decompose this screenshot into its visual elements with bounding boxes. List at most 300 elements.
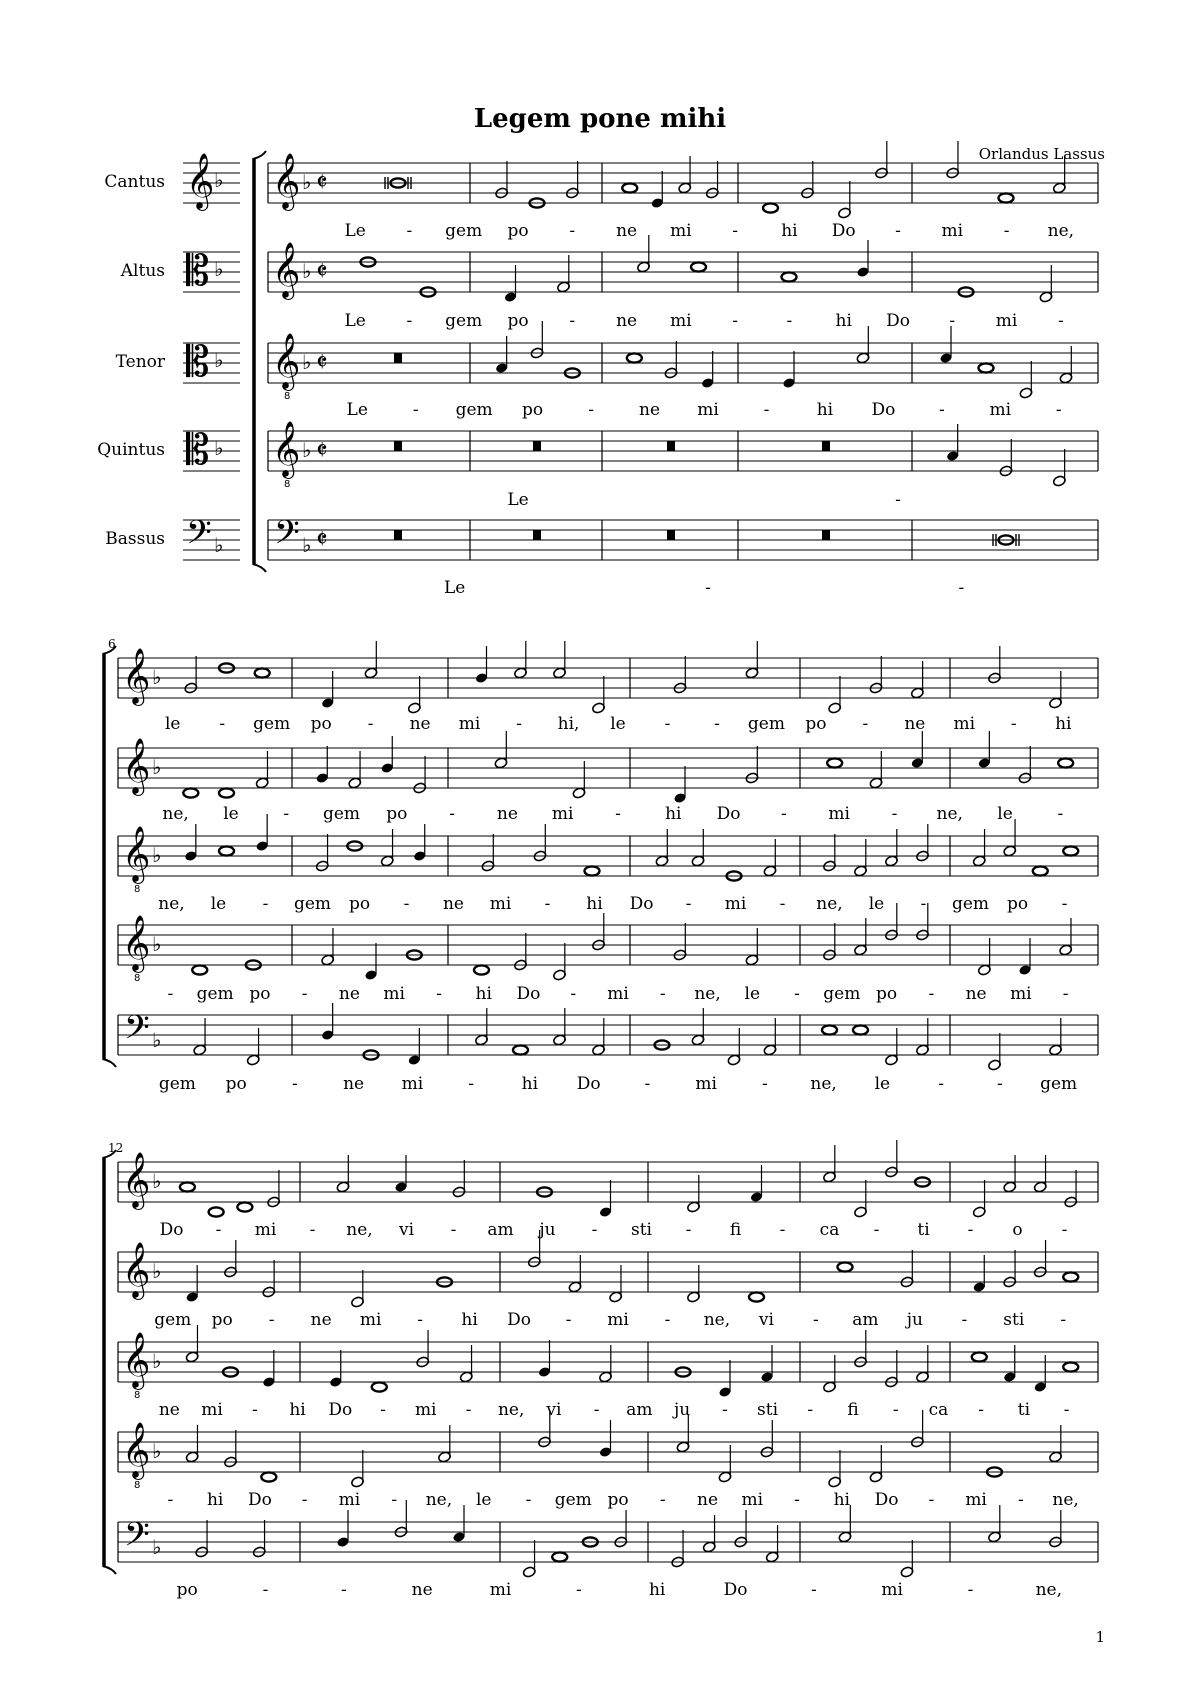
page-number: 1 [1095,1628,1105,1646]
lyric-syllable: le [874,1074,891,1094]
lyric-syllable: ne [442,894,465,914]
lyric-syllable: mi [338,1490,361,1510]
lyric-syllable: gem [554,1490,592,1510]
lyric-syllable: ne [338,984,360,1004]
lyric-syllable: mi [995,311,1018,331]
lyric-syllable: ju [673,1400,691,1420]
lyric-syllable: - [967,1220,974,1240]
lyric-syllable: ne, [346,1220,373,1240]
lyric-syllable: ne [904,714,926,734]
staff-altus [118,1230,1098,1308]
lyric-syllable: mi [201,1400,223,1420]
lyric-syllable: - [997,1074,1003,1094]
lyric-syllable: ne [965,984,987,1004]
lyric-syllable: ne [697,1490,719,1510]
lyric-syllable: - [664,1310,671,1330]
lyric-syllable: - [1062,984,1069,1004]
lyric-syllable: - [569,311,576,331]
note [622,183,637,192]
cut-time-icon: 𝄵 [316,348,328,378]
lyric-syllable: hi [665,804,682,824]
lyric-syllable: - [406,311,413,331]
lyric-syllable: Le [507,490,529,510]
lyric-syllable: - [873,1220,880,1240]
staff-tenor [118,1325,1098,1401]
lyric-syllable: hi, [557,714,580,734]
lyric-syllable: - [262,1580,269,1600]
staff-bassus [118,1003,1098,1071]
treble-clef-icon: 𝄞 [122,1242,151,1298]
lyric-syllable: hi [835,311,852,331]
bass-clef-icon: 𝄢 [124,1516,150,1562]
octave-mark: 8 [284,479,291,490]
lyrics-quintus [507,490,901,510]
flat-icon: ♭ [302,350,312,374]
lyric-syllable: ne, [162,804,189,824]
rest [533,441,541,451]
score-title: Legem pone mihi [473,104,727,134]
lyric-syllable: gem [951,894,990,914]
lyric-syllable: - [588,400,594,420]
lyric-syllable: Do [886,311,910,331]
lyric-syllable: gem [1040,1074,1078,1094]
lyric-syllable: po [225,1074,247,1094]
cut-time-icon: 𝄵 [316,525,328,555]
lyric-syllable: gem [322,804,361,824]
lyric-syllable: ne, [1052,1490,1079,1510]
lyric-syllable: hi [289,1400,306,1420]
lyric-syllable: - [403,894,410,914]
lyric-syllable: ne [496,804,518,824]
lyric-syllable: mi [953,714,976,734]
lyric-syllable: po [507,221,529,241]
lyrics-cantus [160,1220,1068,1240]
lyric-syllable: mi [383,984,405,1004]
lyric-syllable: - [892,1400,899,1420]
voice-name-cantus: Cantus [104,172,165,192]
lyric-syllable: - [732,311,739,331]
cut-time-icon: 𝄵 [316,168,328,198]
lyric-syllable: po [522,400,544,420]
octave-mark: 8 [284,391,291,402]
lyric-syllable: - [219,714,226,734]
staff-tenor [118,814,1098,895]
note [261,1472,276,1481]
lyric-syllable: Do [874,1490,899,1510]
treble-clef-icon: 𝄞 [272,421,301,477]
lyric-syllable: - [262,894,269,914]
lyric-syllable: gem [253,714,291,734]
lyric-syllable: - [570,984,577,1004]
lyric-syllable: ne [639,400,661,420]
lyrics-bassus [159,1074,1077,1094]
lyric-syllable: - [714,714,720,734]
lyric-syllable: Le [346,400,368,420]
lyric-syllable: le [223,804,239,824]
lyric-syllable: mi [724,894,747,914]
lyric-syllable: - [763,400,770,420]
lyric-syllable: - [920,894,927,914]
lyric-syllable: - [575,1580,582,1600]
lyric-syllable: Le [443,578,466,598]
lyric-syllable: po [1006,894,1029,914]
note [838,1262,853,1271]
lyric-syllable: - [685,894,692,914]
flat-icon: ♭ [152,843,162,867]
note [827,758,842,767]
lyric-syllable: ne [616,221,638,241]
lyric-syllable: po [176,1580,198,1600]
measure-number: 6 [108,637,116,651]
lyric-syllable: - [569,221,576,241]
lyric-syllable: - [786,311,793,331]
lyric-syllable: - [591,1220,598,1240]
lyrics-quintus [168,984,1069,1004]
lyric-syllable: - [779,894,786,914]
staff-quintus [268,421,1098,490]
lyric-syllable: - [794,984,800,1004]
treble-clef-icon: 𝄞 [186,153,215,209]
lyrics-tenor [159,1400,1070,1420]
lyric-syllable: ne, [810,1074,837,1094]
lyric-syllable: Do [159,1220,184,1240]
lyric-syllable: mi [254,1220,277,1240]
lyric-syllable: - [1060,1310,1067,1330]
lyric-syllable: - [417,1310,423,1330]
flat-icon: ♭ [214,168,224,192]
note [782,272,797,281]
lyric-syllable: po [310,714,332,734]
lyric-syllable: gem [445,311,483,331]
lyric-syllable: - [659,984,666,1004]
flat-icon: ♭ [214,257,224,281]
note [219,846,234,855]
system-bracket [103,1150,117,1574]
staff-bassus [268,514,1098,560]
lyric-syllable: - [301,984,308,1004]
lyric-syllable: gem [445,221,483,241]
lyric-syllable: Do [576,1074,601,1094]
system-bracket [103,646,117,1067]
flat-icon: ♭ [214,436,224,460]
voice-name-tenor: Tenor [115,352,165,372]
voice-name-quintus: Quintus [97,440,165,460]
lyric-syllable: ti [917,1220,930,1240]
lyric-syllable: - [810,1580,817,1600]
cut-time-icon: 𝄵 [316,257,328,287]
lyric-syllable: le [475,1490,492,1510]
note [749,1292,764,1301]
voice-name-altus: Altus [120,261,165,281]
lyric-syllable: mi [458,714,481,734]
lyrics-bassus [177,1580,1062,1600]
lyric-syllable: ti [1017,1400,1031,1420]
composer-name: Orlandus Lassus [978,145,1105,163]
lyric-syllable: ne, [816,894,843,914]
lyric-syllable: ca [928,1400,949,1420]
bass-clef-icon: 𝄢 [124,1009,150,1055]
lyric-syllable: - [779,1220,786,1240]
lyric-syllable: sti [757,1400,779,1420]
lyrics-bassus [444,578,964,598]
lyric-syllable: ne [158,1400,180,1420]
lyric-syllable: - [1010,714,1017,734]
lyric-syllable: am [852,1310,879,1330]
flat-icon: ♭ [214,533,224,557]
lyric-syllable: mi [489,894,512,914]
note [853,1025,868,1034]
note [552,1552,567,1561]
note [513,1045,528,1054]
lyric-syllable: mi [695,1074,717,1094]
note [627,353,642,362]
lyric-syllable: - [380,1400,386,1420]
treble-clef-icon: 𝄞 [272,242,301,298]
lyric-syllable: - [406,221,413,241]
lyric-syllable: - [961,1310,968,1330]
staff-altus [118,731,1098,804]
note [585,866,600,875]
lyric-syllable: ne, [1047,221,1075,241]
lyric-syllable: ne [310,1310,332,1330]
lyric-syllable: Do [328,1400,353,1420]
flat-icon: ♭ [302,259,312,283]
lyric-syllable: ne [616,311,638,331]
flat-icon: ♭ [152,1439,162,1463]
staff-tenor [268,321,1098,402]
lyric-syllable: - [1055,400,1062,420]
lyric-syllable: po [607,1490,629,1510]
lyric-syllable: vi [758,1310,774,1330]
lyric-syllable: gem [455,400,493,420]
lyric-syllable: - [807,1400,814,1420]
octave-mark: 8 [134,973,141,984]
lyric-syllable: - [895,490,901,510]
treble-clef-icon: 𝄞 [272,333,301,389]
lyric-syllable: hi [648,1580,666,1600]
lyric-syllable: - [1061,1220,1068,1240]
lyric-syllable: ne, [425,1490,453,1510]
lyric-syllable: ne, [703,1310,731,1330]
lyric-syllable: Do [516,984,541,1004]
lyric-syllable: gem [154,1310,192,1330]
lyric-syllable: mi [414,1400,437,1420]
alto-clef-icon: 𝄡 [186,337,210,386]
rest [394,530,402,540]
lyric-syllable: - [659,1490,666,1510]
lyric-syllable: ju [539,1220,556,1240]
note [1063,1272,1078,1281]
lyric-syllable: - [781,804,787,824]
lyric-syllable: mi [607,984,629,1004]
note [192,965,207,974]
lyric-syllable: - [593,1400,600,1420]
lyric-syllable: - [1017,1490,1024,1510]
lyric-syllable: hi [781,221,798,241]
measure-number: 12 [108,1141,124,1155]
system-2 [118,641,1098,1071]
note [180,1182,195,1191]
lyric-syllable: ne [343,1074,365,1094]
lyric-syllable: - [891,804,898,824]
lyric-syllable: - [958,578,965,598]
lyric-syllable: po [211,1310,233,1330]
lyric-syllable: - [283,804,290,824]
lyrics-altus [162,804,1063,824]
lyric-syllable: hi [475,984,492,1004]
note [183,788,198,797]
lyric-syllable: - [1063,1400,1070,1420]
bass-clef-icon: 𝄢 [186,514,212,560]
lyric-syllable: - [949,311,956,331]
lyric-syllable: - [967,1580,974,1600]
staff-bassus [118,1500,1098,1578]
lyric-syllable: mi [670,311,692,331]
note [209,1207,224,1216]
lyric-syllable: Do [247,1490,272,1510]
flat-icon: ♭ [152,1535,162,1559]
note [1063,1362,1078,1371]
lyric-syllable: - [301,1490,308,1510]
lyric-syllable: - [732,221,739,241]
staff-quintus [118,903,1098,984]
lyric-syllable: mi [697,400,719,420]
octave-mark: 8 [134,1480,141,1491]
treble-clef-icon: 𝄞 [122,1422,151,1478]
lyric-syllable: mi [828,804,850,824]
lyric-syllable: vi [398,1220,415,1240]
flat-icon: ♭ [302,170,312,194]
lyric-syllable: - [340,1580,347,1600]
note [372,1382,387,1391]
note [1033,866,1048,875]
lyric-syllable: - [391,1490,398,1510]
lyric-syllable: - [367,714,374,734]
lyric-syllable: Do [716,804,741,824]
lyric-syllable: - [1003,221,1010,241]
lyrics-cantus [165,714,1072,734]
lyric-syllable: sti [1003,1310,1025,1330]
lyric-syllable: - [615,804,621,824]
lyric-syllable: hi [461,1310,478,1330]
treble-clef-icon: 𝄞 [122,1152,151,1208]
lyric-syllable: - [268,1310,275,1330]
lyric-syllable: - [721,1400,728,1420]
lyric-syllable: le [868,894,885,914]
lyric-syllable: mi [741,1490,764,1510]
lyric-syllable: - [644,1074,651,1094]
note [972,1352,987,1361]
lyric-syllable: hi [833,1490,851,1510]
lyric-syllable: mi [965,1490,987,1510]
lyric-syllable: - [762,1074,768,1094]
lyric-syllable: Do [831,221,856,241]
note [237,1202,252,1211]
lyric-syllable: hi [1055,714,1072,734]
lyrics-altus [154,1310,1066,1330]
lyric-syllable: - [862,714,869,734]
lyric-syllable: - [1057,804,1064,824]
lyric-syllable: - [938,1074,944,1094]
lyric-syllable: mi [401,1074,424,1094]
lyric-syllable: mi [607,1310,629,1330]
flat-icon: ♭ [302,533,312,557]
flat-icon: ♭ [302,438,312,462]
rest [822,441,830,451]
lyric-syllable: le [997,804,1013,824]
rest [533,530,541,540]
lyric-syllable: hi [206,1490,224,1510]
lyric-syllable: fi [847,1400,859,1420]
lyric-syllable: Do [723,1580,748,1600]
lyric-syllable: - [928,1490,935,1510]
rest [667,530,675,540]
rest [667,441,675,451]
treble-clef-icon: 𝄞 [122,648,151,704]
lyric-syllable: fi [729,1220,742,1240]
lyric-syllable: le [744,984,761,1004]
lyric-syllable: ju [906,1310,923,1330]
note [255,668,270,677]
staff-quintus [118,1410,1098,1491]
lyric-syllable: ne [411,1580,433,1600]
lyric-syllable: - [450,1220,457,1240]
lyric-syllable: mi [670,221,692,241]
flat-icon: ♭ [214,348,224,372]
note [1063,846,1078,855]
bass-clef-icon: 𝄢 [274,514,300,560]
lyric-syllable: Do [507,1310,531,1330]
lyric-syllable: - [167,1490,174,1510]
incipit-staff-altus [183,246,240,295]
system-bracket [253,151,267,572]
lyric-syllable: po [386,804,408,824]
lyric-syllable: - [516,714,522,734]
lyric-syllable: - [436,984,442,1004]
lyric-syllable: Le [344,311,366,331]
lyric-syllable: ne, [1035,1580,1063,1600]
lyric-syllable: - [251,1400,258,1420]
alto-clef-icon: 𝄡 [186,425,210,474]
rest [394,441,402,451]
treble-clef-icon: 𝄞 [122,1332,151,1388]
lyric-syllable: hi [816,400,834,420]
lyric-syllable: - [544,894,551,914]
incipit-staff-bassus [183,514,240,560]
lyric-syllable: hi [521,1074,539,1094]
lyric-syllable: mi [989,400,1012,420]
lyric-syllable: - [895,221,901,241]
lyric-syllable: o [1012,1220,1023,1240]
lyric-syllable: mi [1010,984,1032,1004]
lyric-syllable: am [626,1400,653,1420]
rest [394,353,402,363]
lyric-syllable: gem [196,984,234,1004]
octave-mark: 8 [134,884,141,895]
staff-cantus [118,641,1098,714]
flat-icon: ♭ [152,665,162,689]
cut-time-icon: 𝄵 [316,436,328,466]
flat-icon: ♭ [152,1349,162,1373]
lyrics-cantus [344,221,1074,241]
lyric-syllable: mi [551,804,574,824]
lyric-syllable: - [685,1220,692,1240]
treble-clef-icon: 𝄞 [272,153,301,209]
lyric-syllable: - [465,1400,472,1420]
lyric-syllable: po [249,984,271,1004]
lyrics-altus [344,311,1063,331]
lyric-syllable: - [292,1074,298,1094]
